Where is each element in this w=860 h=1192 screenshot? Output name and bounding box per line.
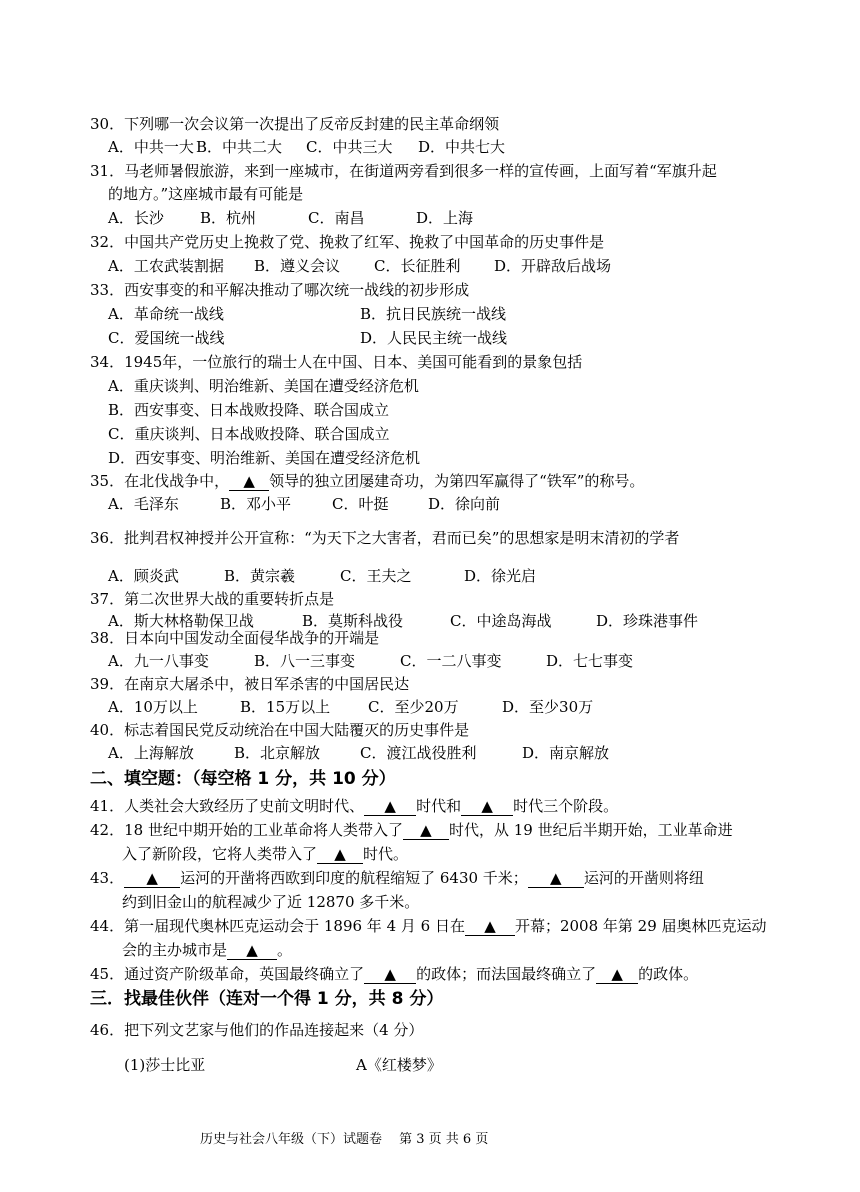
question-31-stem: 31．马老师暑假旅游，来到一座城市，在街道两旁看到很多一样的宣传画，上面写着“军旗升起 (90, 162, 717, 180)
option-b: B．北京解放 (234, 744, 321, 762)
option-a: A．九一八事变 (108, 652, 209, 670)
option-d: D．南京解放 (522, 744, 610, 762)
option-a: A．中共一大 (108, 138, 194, 156)
question-45: 45．通过资产阶级革命，英国最终确立了 ▲ 的政体；而法国最终确立了 ▲ 的政体。 (90, 965, 699, 983)
question-32-options (108, 256, 611, 276)
option-a: A．10万以上 (108, 698, 198, 716)
option-d: D．珍珠港事件 (596, 612, 699, 630)
answer-blank: ▲ (461, 797, 513, 816)
option-b: B．抗日民族统一战线 (360, 305, 507, 323)
question-36-stem: 36．批判君权神授并公开宣称：“为天下之大害者，君而已矣”的思想家是明末清初的学者 (90, 529, 680, 547)
answer-blank: ▲ (465, 917, 515, 936)
option-d: D．上海 (416, 209, 474, 227)
question-36-options (108, 566, 536, 586)
question-44-cont: 会的主办城市是 ▲ 。 (122, 941, 293, 959)
option-a: A．顾炎武 (108, 567, 179, 585)
option-d: D．七七事变 (546, 652, 634, 670)
answer-blank: ▲ (403, 821, 449, 840)
option-d: D．徐向前 (428, 495, 501, 513)
option-b: B．黄宗羲 (224, 567, 296, 585)
section-2-title: 二、填空题：（每空格 1 分，共 10 分） (90, 769, 396, 789)
answer-blank: ▲ (124, 869, 180, 888)
question-38-options (108, 651, 633, 671)
option-a: A．革命统一战线 (108, 305, 224, 323)
option-b: B．杭州 (200, 209, 257, 227)
option-c: C．爱国统一战线 (108, 329, 225, 347)
option-c: C．一二八事变 (400, 652, 502, 670)
question-32-stem: 32．中国共产党历史上挽救了党、挽救了红军、挽救了中国革命的历史事件是 (90, 233, 605, 251)
option-a: A．斯大林格勒保卫战 (108, 612, 254, 630)
option-b: B．中共二大 (196, 138, 283, 156)
option-c: C．中途岛海战 (450, 612, 552, 630)
question-40-options (108, 743, 609, 763)
question-31-stem-cont: 的地方。”这座城市最有可能是 (108, 185, 304, 203)
question-39-options (108, 697, 593, 717)
question-38-stem: 38．日本向中国发动全面侵华战争的开端是 (90, 629, 380, 647)
question-43: 43． ▲ 运河的开凿将西欧到印度的航程缩短了 6430 千米； ▲ 运河的开凿则将纽 (90, 869, 704, 887)
question-34-stem: 34．1945年，一位旅行的瑞士人在中国、日本、美国可能看到的景象包括 (90, 353, 583, 371)
option-d: D．至少30万 (502, 698, 594, 716)
option-a: A．上海解放 (108, 744, 194, 762)
option-d: D．西安事变、明治维新、美国在遭受经济危机 (108, 449, 421, 467)
question-33-stem: 33．西安事变的和平解决推动了哪次统一战线的初步形成 (90, 281, 470, 299)
question-46-row (124, 1055, 442, 1075)
answer-blank: ▲ (227, 941, 277, 960)
answer-blank: ▲ (364, 965, 416, 984)
question-33-options-row2 (108, 328, 507, 348)
question-35-stem: 35．在北伐战争中， ▲ 领导的独立团屡建奇功，为第四军赢得了“铁军”的称号。 (90, 472, 645, 490)
answer-blank: ▲ (229, 472, 269, 491)
question-39-stem: 39．在南京大屠杀中，被日军杀害的中国居民达 (90, 675, 410, 693)
question-42-cont: 入了新阶段，它将人类带入了 ▲ 时代。 (122, 845, 409, 863)
option-c: C．重庆谈判、日本战败投降、联合国成立 (108, 425, 390, 443)
question-46-stem: 46．把下列文艺家与他们的作品连接起来（4 分） (90, 1021, 424, 1039)
question-37-stem: 37．第二次世界大战的重要转折点是 (90, 590, 335, 608)
question-33-options-row1 (108, 304, 506, 324)
option-a: A．长沙 (108, 209, 164, 227)
answer-blank: ▲ (364, 797, 416, 816)
option-b: B．邓小平 (220, 495, 292, 513)
option-b: B．遵义会议 (254, 257, 341, 275)
option-c: C．叶挺 (332, 495, 389, 513)
answer-blank: ▲ (317, 845, 363, 864)
option-a: A．工农武装割据 (108, 257, 224, 275)
option-c: C．长征胜利 (374, 257, 461, 275)
option-d: D．中共七大 (418, 138, 506, 156)
question-31-options (108, 208, 473, 228)
answer-blank: ▲ (528, 869, 584, 888)
question-44: 44．第一届现代奥林匹克运动会于 1896 年 4 月 6 日在 ▲ 开幕；2008 年第 29 届奥林匹克运动 (90, 917, 767, 935)
page-footer: 历史与社会八年级（下）试题卷 第 3 页 共 6 页 (200, 1132, 489, 1147)
question-41: 41．人类社会大致经历了史前文明时代、 ▲ 时代和 ▲ 时代三个阶段。 (90, 797, 619, 815)
answer-blank: ▲ (596, 965, 638, 984)
question-35-options (108, 494, 500, 514)
question-30-options (108, 137, 505, 157)
option-c: C．王夫之 (340, 567, 412, 585)
option-a: A．重庆谈判、明治维新、美国在遭受经济危机 (108, 377, 419, 395)
question-42: 42．18 世纪中期开始的工业革命将人类带入了 ▲ 时代，从 19 世纪后半期开始，工业革命进 (90, 821, 733, 839)
match-left-item: (1)莎士比亚 (124, 1056, 206, 1074)
option-b: B．西安事变、日本战败投降、联合国成立 (108, 401, 390, 419)
option-a: A．毛泽东 (108, 495, 179, 513)
section-3-title: 三．找最佳伙伴（连对一个得 1 分，共 8 分） (90, 989, 444, 1009)
option-d: D．开辟敌后战场 (494, 257, 612, 275)
option-d: D．人民民主统一战线 (360, 329, 508, 347)
question-30-stem: 30．下列哪一次会议第一次提出了反帝反封建的民主革命纲领 (90, 115, 500, 133)
question-40-stem: 40．标志着国民党反动统治在中国大陆覆灭的历史事件是 (90, 721, 470, 739)
option-b: B．八一三事变 (254, 652, 356, 670)
option-b: B．15万以上 (240, 698, 331, 716)
option-c: C．至少20万 (368, 698, 459, 716)
option-b: B．莫斯科战役 (302, 612, 404, 630)
option-c: C．中共三大 (306, 138, 393, 156)
option-c: C．南昌 (308, 209, 365, 227)
question-43-cont: 约到旧金山的航程减少了近 12870 多千米。 (122, 893, 420, 911)
option-d: D．徐光启 (464, 567, 537, 585)
option-c: C．渡江战役胜利 (360, 744, 477, 762)
match-right-item: A《红楼梦》 (356, 1056, 442, 1074)
